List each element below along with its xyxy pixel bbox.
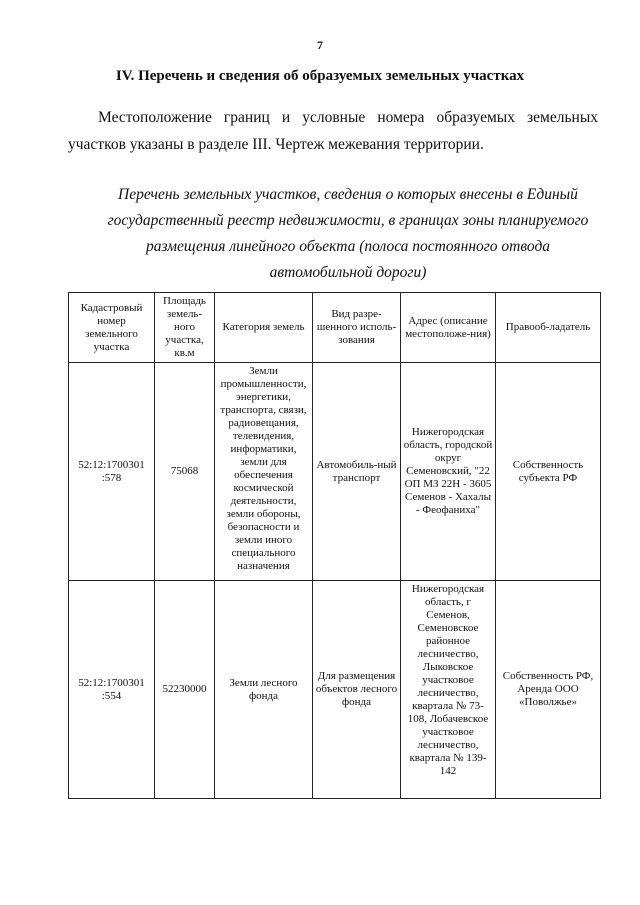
cell-use: Автомобиль-ный транспорт (313, 363, 401, 581)
header-use: Вид разре-шенного исполь-зования (313, 293, 401, 363)
table-row (69, 363, 601, 581)
intro-paragraph: Местоположение границ и условные номера образуемых земельных участков указаны в разделе III. Чертеж межевания территории. (68, 109, 598, 153)
cell-owner: Собственность субъекта РФ (496, 363, 601, 581)
cell-area: 52230000 (155, 581, 215, 799)
cell-category: Земли промышленности, энергетики, транспорта, связи, радиовещания, телевидения, информатики, земли для обеспечения космической деятельности, земли обороны, безопасности и земли иного специального назначения (215, 363, 313, 581)
page-number: 7 (317, 38, 323, 52)
cell-use: Для размещения объектов лесного фонда (313, 581, 401, 799)
table-header-row (69, 293, 601, 363)
cell-cadastral: 52:12:1700301 :554 (69, 581, 155, 799)
table-row (69, 581, 601, 799)
cell-address: Нижегородская область, городской округ Семеновский, "22 ОП МЗ 22Н - 3605 Семенов - Хахалы - Феофаниха" (401, 363, 496, 581)
table-caption: Перечень земельных участков, сведения о которых внесены в Единый государственный реестр недвижимости, в границах зоны планируемого размещения линейного объекта (полоса постоянного отвода автомобильной дороги) (107, 186, 589, 281)
header-owner: Правооб-ладатель (496, 293, 601, 363)
cell-cadastral: 52:12:1700301 :578 (69, 363, 155, 581)
cell-address: Нижегородская область, г Семенов, Семеновское районное лесничество, Лыковское участковое лесничество, квартала № 73-108, Лобачевское участковое лесничество, квартала № 139-142 (401, 581, 496, 799)
header-cadastral: Кадастровый номер земельного участка (69, 293, 155, 363)
header-category: Категория земель (215, 293, 313, 363)
header-address: Адрес (описание местоположе-ния) (401, 293, 496, 363)
header-area: Площадь земель-ного участка, кв.м (155, 293, 215, 363)
section-heading: IV. Перечень и сведения об образуемых земельных участках (115, 68, 525, 84)
cell-owner: Собственность РФ, Аренда ООО «Поволжье» (496, 581, 601, 799)
land-plots-table (68, 292, 601, 799)
cell-area: 75068 (155, 363, 215, 581)
cell-category: Земли лесного фонда (215, 581, 313, 799)
